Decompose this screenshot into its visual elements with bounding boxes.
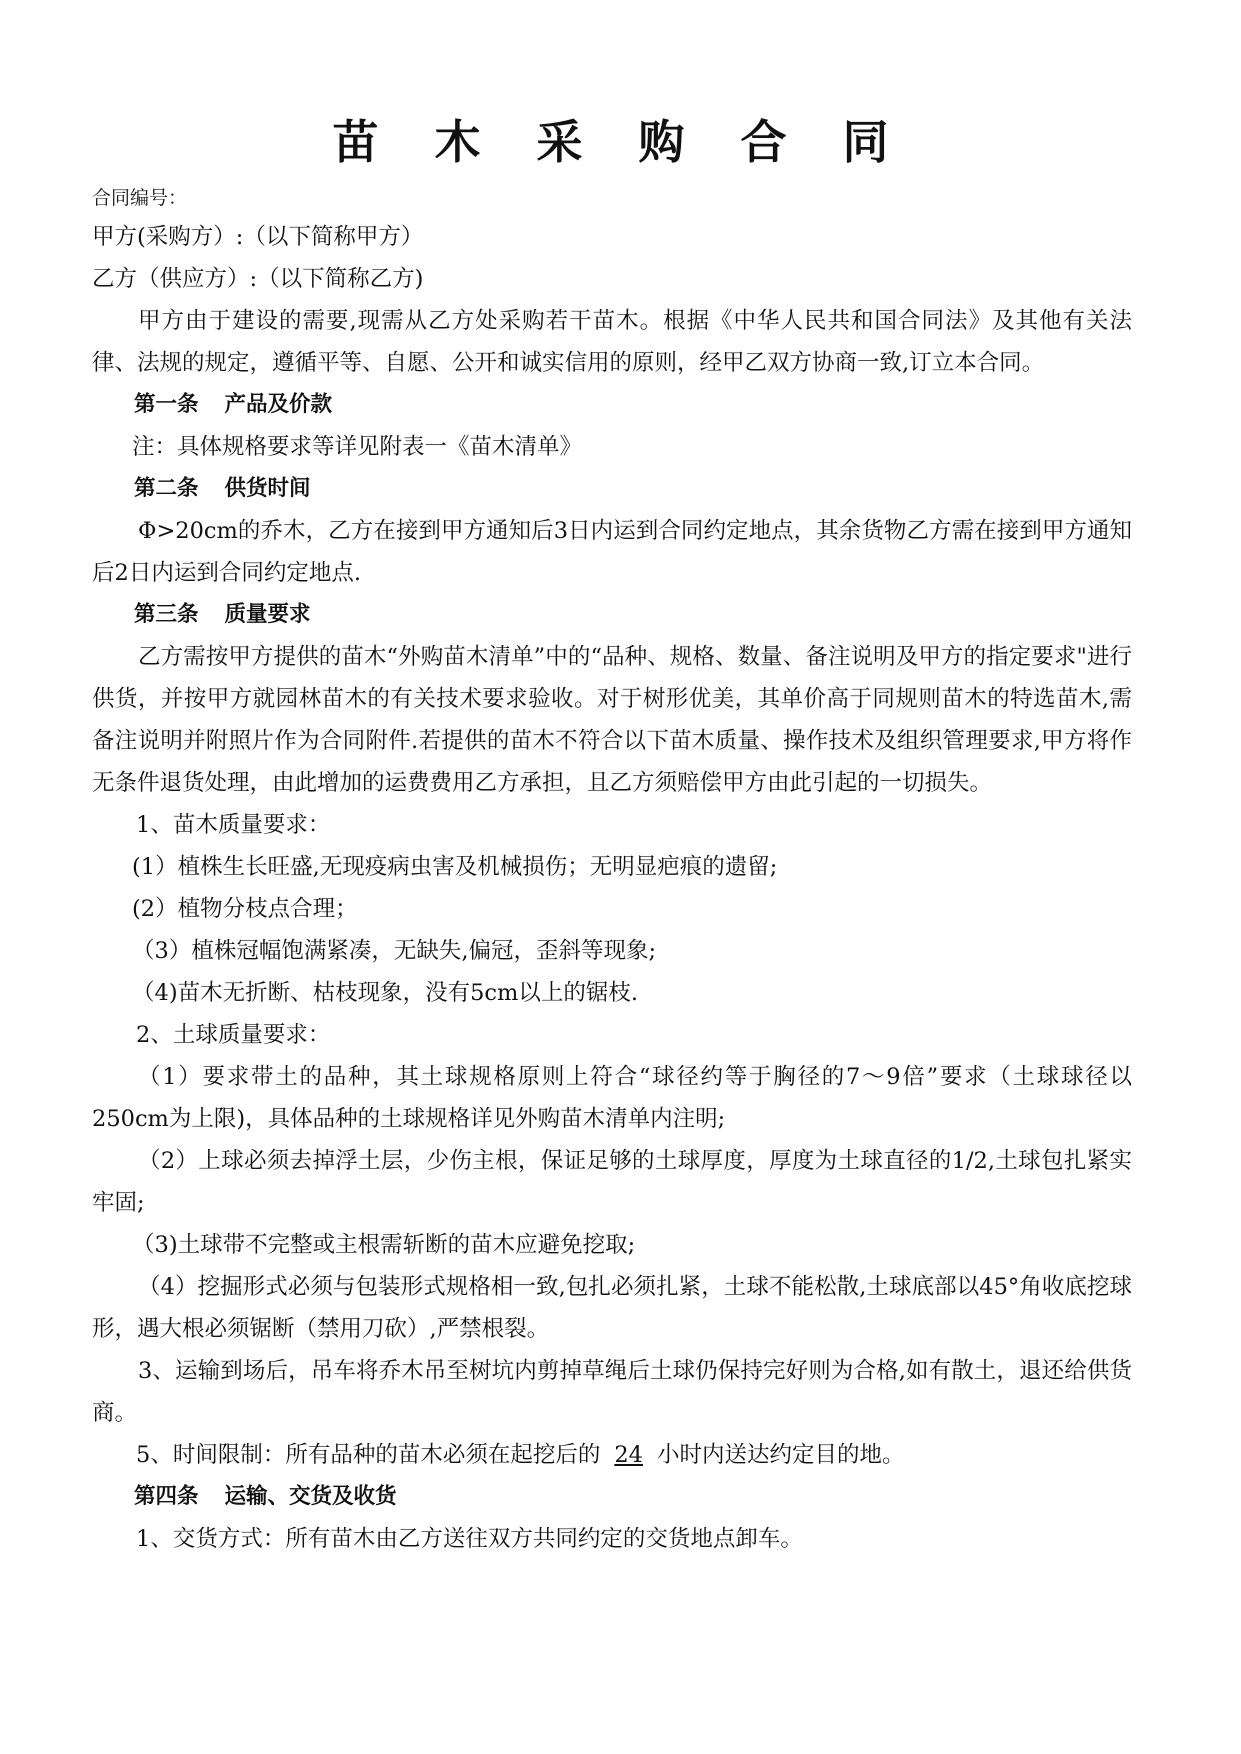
time-limit-hours: 24 (614, 1442, 643, 1468)
contract-body (92, 180, 1132, 1560)
quality-2-heading: 2、土球质量要求： (136, 1022, 331, 1048)
quality-1-item: （3）植株冠幅饱满紧凑，无缺失,偏冠，歪斜等现象; (132, 938, 657, 964)
party-a: 甲方(采购方）:（以下简称甲方） (92, 224, 424, 250)
article-3-text: 乙方需按甲方提供的苗木“外购苗木清单”中的“品种、规格、数量、备注说明及甲方的指定要求"进行供货，并按甲方就园林苗木的有关技术要求验收。对于树形优美，其单价高于同规则苗木的特选苗木,需备注说明并附照片作为合同附件.若提供的苗木不符合以下苗木质量、操作技术及组织管理要求,甲方将作无条件退货处理，由此增加的运费费用乙方承担，且乙方须赔偿甲方由此引起的一切损失。 (92, 644, 1132, 796)
quality-2-item: （3)土球带不完整或主根需斩断的苗木应避免挖取; (132, 1232, 636, 1258)
contract-title: 苗 木 采 购 合 同 (332, 115, 909, 169)
article-4-number: 第四条 (134, 1484, 199, 1509)
time-limit-suffix: 小时内送达约定目的地。 (656, 1442, 905, 1468)
time-limit-prefix: 5、时间限制：所有品种的苗木必须在起挖后的 (136, 1442, 601, 1468)
article-4-item-1: 1、交货方式：所有苗木由乙方送往双方共同约定的交货地点卸车。 (136, 1526, 803, 1552)
article-3-heading (92, 594, 1132, 636)
quality-2-item: （2）上球必须去掉浮土层，少伤主根，保证足够的土球厚度，厚度为土球直径的1/2,土球包扎紧实牢固; (92, 1148, 1132, 1216)
article-4-heading (92, 1476, 1132, 1518)
party-b: 乙方（供应方）:（以下简称乙方) (92, 266, 424, 292)
article-2-title: 供货时间 (224, 476, 311, 501)
article-2-text: Φ>20cm的乔木，乙方在接到甲方通知后3日内运到合同约定地点，其余货物乙方需在接到甲方通知后2日内运到合同约定地点. (92, 518, 1132, 586)
article-4-title: 运输、交货及收货 (224, 1484, 397, 1509)
article-1-heading (92, 384, 1132, 426)
article-1-title: 产品及价款 (224, 392, 333, 417)
quality-3-text: 3、运输到场后，吊车将乔木吊至树坑内剪掉草绳后土球仍保持完好则为合格,如有散土，退还给供货商。 (92, 1358, 1132, 1426)
contract-number: 合同编号： (92, 187, 188, 209)
quality-1-heading: 1、苗木质量要求： (136, 812, 331, 838)
quality-2-item: （1）要求带土的品种，其土球规格原则上符合“球径约等于胸径的7～9倍”要求（土球球径以250cm为上限)，具体品种的土球规格详见外购苗木清单内注明; (92, 1064, 1132, 1132)
quality-2-item: （4）挖掘形式必须与包装形式规格相一致,包扎必须扎紧，土球不能松散,土球底部以45°角收底挖球形，遇大根必须锯断（禁用刀砍）,严禁根裂。 (92, 1274, 1132, 1342)
quality-1-item: (2）植物分枝点合理； (132, 896, 358, 922)
intro-paragraph: 甲方由于建设的需要,现需从乙方处采购若干苗木。根据《中华人民共和国合同法》及其他有关法律、法规的规定，遵循平等、自愿、公开和诚实信用的原则，经甲乙双方协商一致,订立本合同。 (92, 308, 1132, 376)
article-3-title: 质量要求 (224, 602, 311, 627)
quality-1-item: (1）植株生长旺盛,无现疫病虫害及机械损伤；无明显疤痕的遗留; (132, 854, 778, 880)
article-1-note: 注：具体规格要求等详见附表一《苗木清单》 (132, 434, 583, 460)
article-3-number: 第三条 (134, 602, 199, 627)
article-2-number: 第二条 (134, 476, 199, 501)
quality-1-item: （4)苗木无折断、枯枝现象，没有5cm以上的锯枝. (132, 980, 638, 1006)
article-2-heading (92, 468, 1132, 510)
article-1-number: 第一条 (134, 392, 199, 417)
time-limit-clause (92, 1434, 1132, 1476)
